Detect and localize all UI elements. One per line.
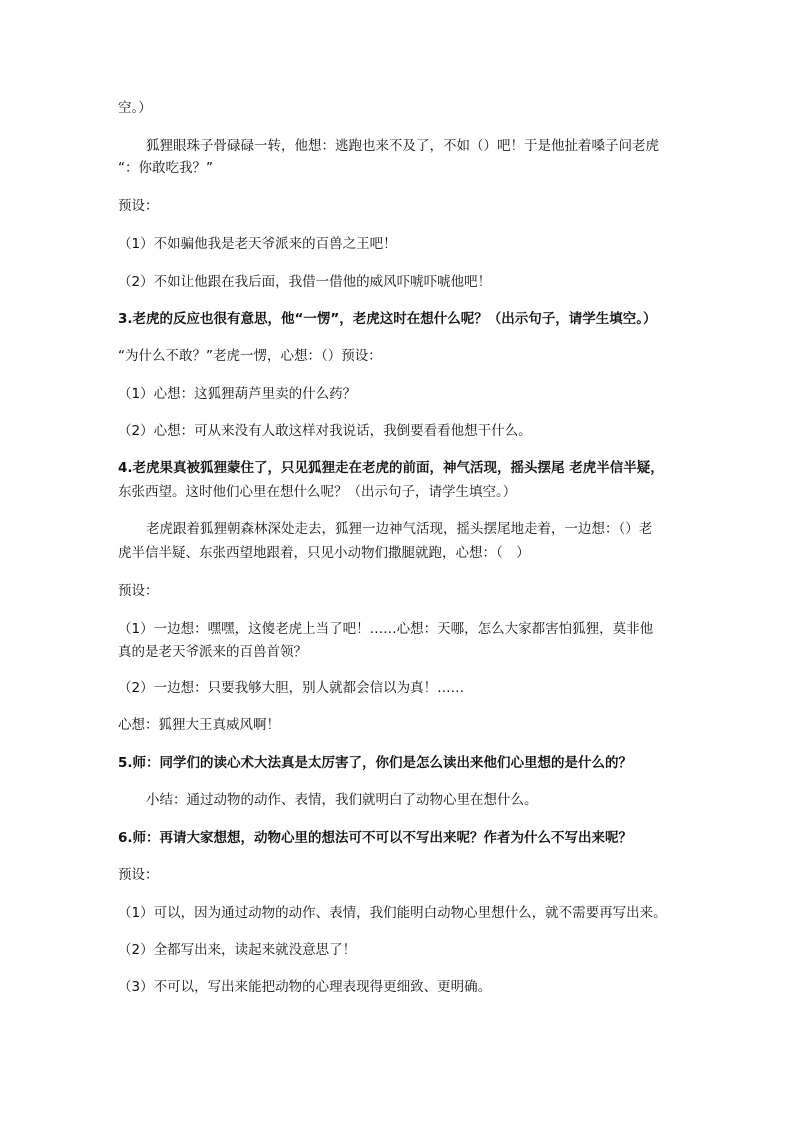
text-line: 心想：狐狸大王真威风啊！ [118, 717, 280, 733]
section-heading: 4.老虎果真被狐狸蒙住了，只见狐狸走在老虎的前面，神气活现，摇头摆尾 老虎半信半疑， [118, 460, 664, 476]
text-line: （1）一边想：嘿嘿，这傻老虎上当了吧！……心想：天哪，怎么大家都害怕狐狸，莫非他 [118, 621, 654, 637]
text-line: 预设： [118, 583, 159, 599]
text-line: “：你敢吃我？” [118, 160, 213, 176]
text-line: 虎半信半疑、东张西望地跟着，只见小动物们撒腿就跑，心想：（ ） [118, 545, 530, 561]
text-line: （2）不如让他跟在我后面，我借一借他的威风吓唬吓唬他吧！ [118, 274, 492, 290]
text-line: （3）不可以，写出来能把动物的心理表现得更细致、更明确。 [118, 979, 492, 995]
text-line: 狐狸眼珠子骨碌碌一转，他想：逃跑也来不及了，不如（）吧！于是他扯着嗓子问老虎 [146, 138, 659, 154]
text-line: 预设： [118, 867, 159, 883]
text-line: 预设： [118, 198, 159, 214]
text-line: （2）一边想：只要我够大胆，别人就都会信以为真！…… [118, 680, 465, 696]
section-heading: 3.老虎的反应也很有意思，他“一愣”，老虎这时在想什么呢？（出示句子，请学生填空。） [118, 311, 657, 327]
text-line: 空。） [118, 100, 152, 116]
text-line: （1）不如骗他我是老天爷派来的百兽之王吧！ [118, 236, 397, 252]
text-line: 老虎跟着狐狸朝森林深处走去，狐狸一边神气活现，摇头摆尾地走着，一边想：（）老 [146, 521, 653, 537]
text-line: （1）可以，因为通过动物的动作、表情，我们能明白动物心里想什么，就不需要再写出来。 [118, 905, 667, 921]
section-heading: 5.师：同学们的读心术大法真是太厉害了，你们是怎么读出来他们心里想的是什么的？ [118, 755, 633, 771]
text-line: 真的是老天爷派来的百兽首领？ [118, 644, 307, 660]
text-line: 东张西望。这时他们心里在想什么呢？（出示句子，请学生填空。） [118, 484, 517, 500]
text-line: 小结：通过动物的动作、表情，我们就明白了动物心里在想什么。 [146, 792, 538, 808]
section-heading: 6.师：再请大家想想，动物心里的想法可不可以不写出来呢？作者为什么不写出来呢？ [118, 830, 633, 846]
text-line: “为什么不敢？”老虎一愣，心想：（）预设： [118, 348, 382, 364]
text-line: （2）心想：可从来没有人敢这样对我说话，我倒要看看他想干什么。 [118, 423, 532, 439]
text-line: （2）全都写出来，读起来就没意思了！ [118, 942, 357, 958]
text-line: （1）心想：这狐狸葫芦里卖的什么药？ [118, 386, 357, 402]
